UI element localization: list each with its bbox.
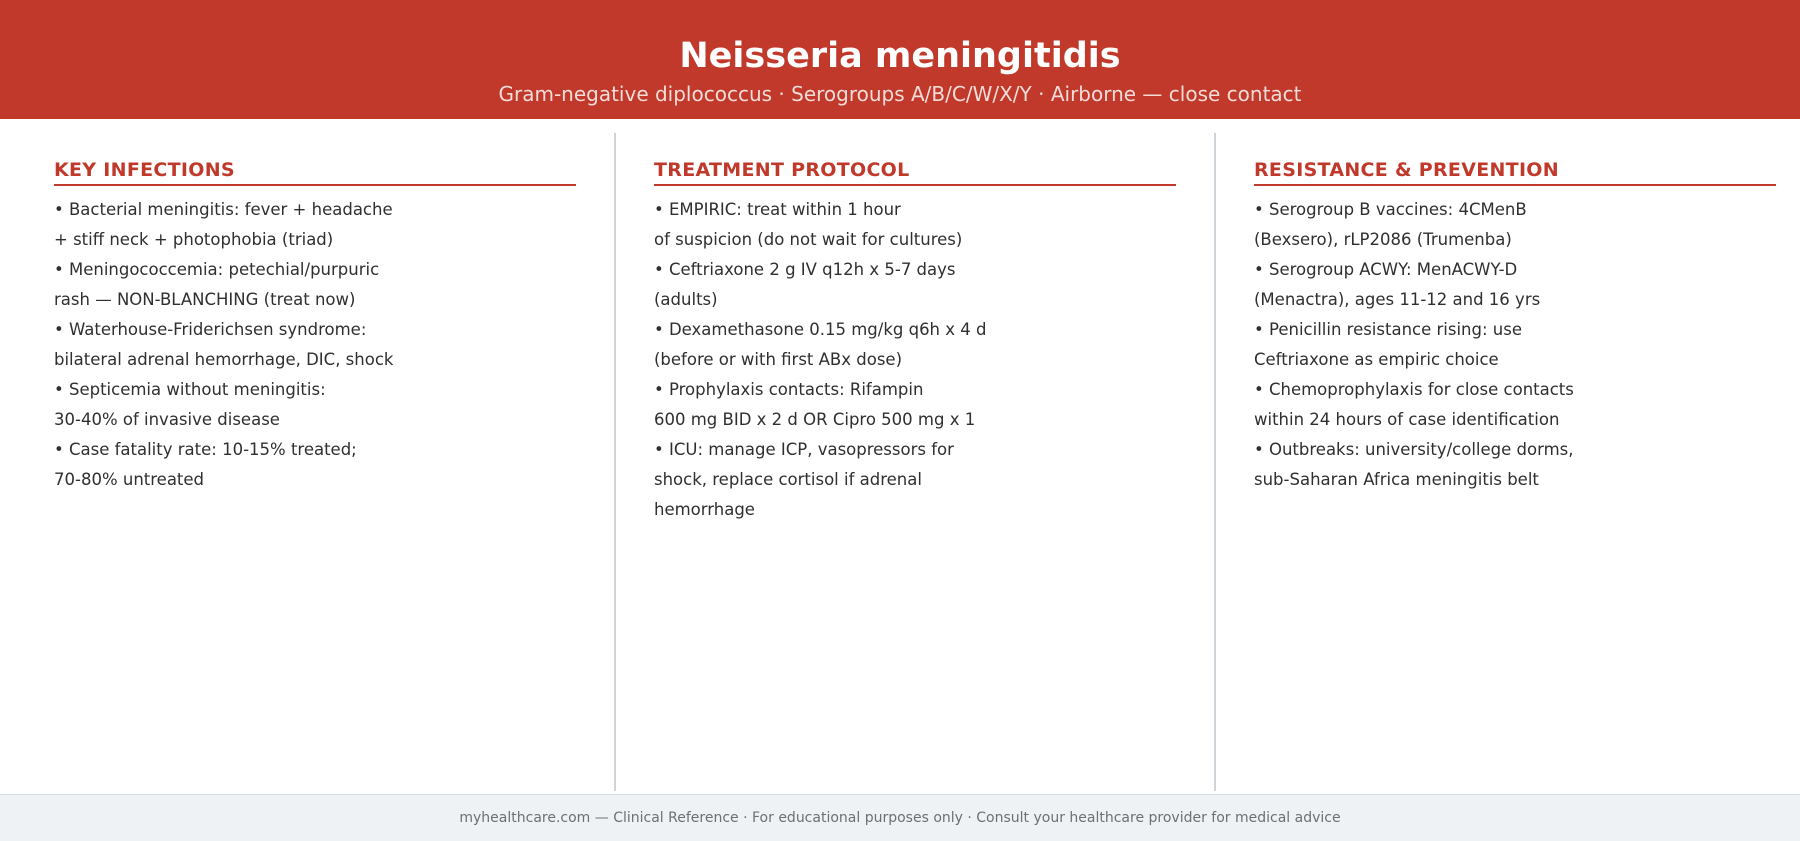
column-lines bbox=[1254, 195, 1776, 495]
bullet-line: within 24 hours of case identification bbox=[1254, 410, 1560, 429]
bullet-line: (adults) bbox=[654, 290, 718, 309]
bullet-line: (Bexsero), rLP2086 (Trumenba) bbox=[1254, 230, 1512, 249]
bullet-line: Ceftriaxone as empiric choice bbox=[1254, 350, 1499, 369]
bullet-line: • Serogroup ACWY: MenACWY-D bbox=[1254, 260, 1518, 279]
page-subtitle: Gram-negative diplococcus · Serogroups A/B/C/W/X/Y · Airborne — close contact bbox=[498, 82, 1302, 106]
bullet-line: (before or with first ABx dose) bbox=[654, 350, 903, 369]
bullet-line: • ICU: manage ICP, vasopressors for bbox=[654, 440, 954, 459]
page-footer: myhealthcare.com — Clinical Reference · For educational purposes only · Consult your healthcare provider for medical advice bbox=[0, 794, 1800, 841]
bullet-line: • Serogroup B vaccines: 4CMenB bbox=[1254, 200, 1527, 219]
bullet-line: • Case fatality rate: 10-15% treated; bbox=[54, 440, 357, 459]
column-heading: RESISTANCE & PREVENTION bbox=[1254, 156, 1776, 186]
bullet-line: (Menactra), ages 11-12 and 16 yrs bbox=[1254, 290, 1541, 309]
bullet-line: • Dexamethasone 0.15 mg/kg q6h x 4 d bbox=[654, 320, 987, 339]
column-lines bbox=[654, 195, 1176, 525]
column-divider bbox=[614, 133, 616, 791]
column-heading: TREATMENT PROTOCOL bbox=[654, 156, 1176, 186]
column-heading: KEY INFECTIONS bbox=[54, 156, 576, 186]
column-key-infections bbox=[54, 156, 576, 495]
bullet-line: • Bacterial meningitis: fever + headache bbox=[54, 200, 393, 219]
bullet-line: bilateral adrenal hemorrhage, DIC, shock bbox=[54, 350, 394, 369]
bullet-line: shock, replace cortisol if adrenal bbox=[654, 470, 922, 489]
bullet-line: 70-80% untreated bbox=[54, 470, 205, 489]
bullet-line: sub-Saharan Africa meningitis belt bbox=[1254, 470, 1539, 489]
bullet-line: • Penicillin resistance rising: use bbox=[1254, 320, 1522, 339]
bullet-line: • Ceftriaxone 2 g IV q12h x 5-7 days bbox=[654, 260, 956, 279]
bullet-line: • Prophylaxis contacts: Rifampin bbox=[654, 380, 924, 399]
bullet-line: • Septicemia without meningitis: bbox=[54, 380, 326, 399]
bullet-line: • EMPIRIC: treat within 1 hour bbox=[654, 200, 901, 219]
page-header bbox=[0, 0, 1800, 119]
bullet-line: rash — NON-BLANCHING (treat now) bbox=[54, 290, 356, 309]
bullet-line: • Chemoprophylaxis for close contacts bbox=[1254, 380, 1574, 399]
column-treatment-protocol bbox=[654, 156, 1176, 525]
bullet-line: 30-40% of invasive disease bbox=[54, 410, 280, 429]
bullet-line: + stiff neck + photophobia (triad) bbox=[54, 230, 334, 249]
column-divider bbox=[1214, 133, 1216, 791]
column-resistance-prevention bbox=[1254, 156, 1776, 495]
bullet-line: 600 mg BID x 2 d OR Cipro 500 mg x 1 bbox=[654, 410, 976, 429]
bullet-line: • Meningococcemia: petechial/purpuric bbox=[54, 260, 380, 279]
bullet-line: • Waterhouse-Friderichsen syndrome: bbox=[54, 320, 367, 339]
bullet-line: • Outbreaks: university/college dorms, bbox=[1254, 440, 1574, 459]
bullet-line: of suspicion (do not wait for cultures) bbox=[654, 230, 963, 249]
page-title: Neisseria meningitidis bbox=[679, 36, 1121, 76]
bullet-line: hemorrhage bbox=[654, 500, 755, 519]
column-lines bbox=[54, 195, 576, 495]
